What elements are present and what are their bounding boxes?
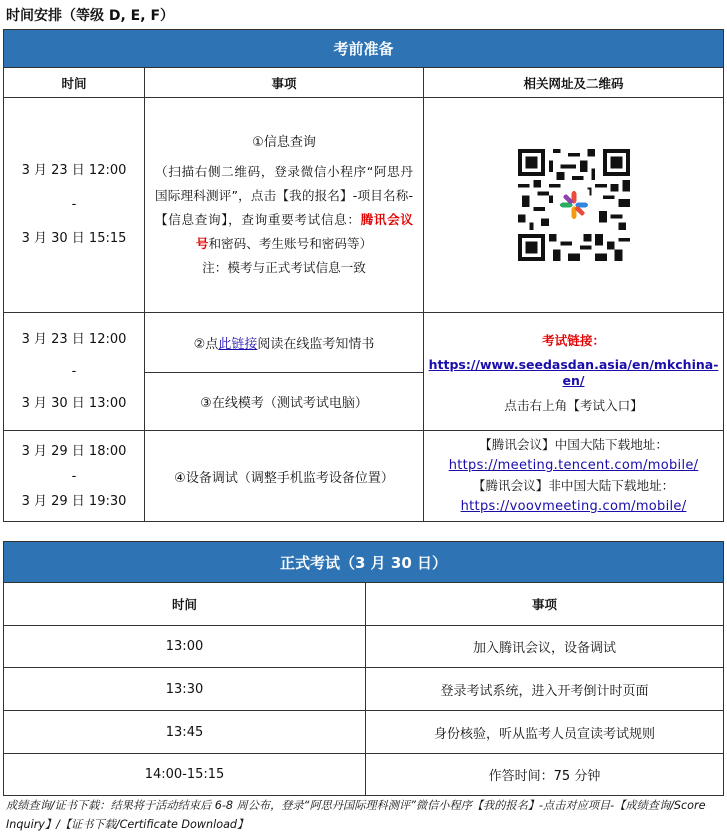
desc-text-tail: 和密码、考生账号和密码等） [208, 235, 373, 251]
item-description [145, 160, 423, 256]
item-text: ②点 [193, 337, 219, 352]
exam-banner: 正式考试（3 月 30 日） [4, 542, 724, 583]
intl-download-link[interactable]: https://voovmeeting.com/mobile/ [460, 499, 687, 514]
item-text-tail: 阅读在线监考知情书 [257, 337, 375, 352]
exam-item: 作答时间：75 分钟 [366, 754, 724, 796]
intl-download-label: 【腾讯会议】非中国大陆下载地址： [472, 478, 675, 493]
prep-header-links: 相关网址及二维码 [424, 68, 724, 98]
table-row [4, 626, 724, 668]
time-end: 3 月 30 日 13:00 [21, 395, 127, 411]
time-start: 3 月 23 日 12:00 [21, 331, 127, 347]
exam-header-item: 事项 [366, 583, 724, 626]
exam-header-time: 时间 [4, 583, 366, 626]
time-cell [4, 98, 145, 313]
time-dash: - [71, 197, 77, 212]
exam-item: 身份核验，听从监考人员宣读考试规则 [366, 711, 724, 754]
item-cell: ③在线模考（测试考试电脑） [145, 373, 424, 431]
download-cell [424, 431, 724, 522]
qr-cell [424, 98, 724, 313]
time-end: 3 月 29 日 19:30 [21, 493, 127, 509]
exam-link-hint: 点击右上角【考试入口】 [504, 397, 643, 413]
exam-table [3, 541, 724, 796]
exam-link[interactable]: https://www.seedasdan.asia/en/mkchina-en/ [428, 356, 719, 388]
prep-table [3, 29, 724, 522]
exam-time: 14:00-15:15 [4, 754, 366, 796]
footnote: 成绩查询/证书下载：结果将于活动结束后 6-8 周公布，登录“阿思丹国际理科测评”微信小程序【我的报名】-点击对应项目-【成绩查询/Score Inquiry】/【证书下载/Certificate Download】 [6, 799, 706, 831]
page-title: 时间安排（等级 D, E, F） [6, 8, 175, 24]
item-title: ①信息查询 [252, 134, 316, 150]
table-row [4, 754, 724, 796]
qr-code-icon[interactable] [518, 149, 630, 261]
item-note: 注：模考与正式考试信息一致 [202, 259, 366, 275]
time-cell [4, 313, 145, 431]
cn-download-label: 【腾讯会议】中国大陆下载地址： [479, 437, 668, 452]
time-end: 3 月 30 日 15:15 [21, 231, 127, 246]
desc-text: （扫描右侧二维码，登录微信小程序“阿思丹国际理科测评”，点击【我的报名】-项目名称-【信息查询】，查询重要考试信息： [155, 163, 413, 227]
time-dash: - [71, 468, 77, 484]
exam-item: 登录考试系统，进入开考倒计时页面 [366, 668, 724, 711]
item-cell [145, 98, 424, 313]
prep-row-mock-a [4, 313, 724, 373]
table-row [4, 668, 724, 711]
exam-link-cell [424, 313, 724, 431]
table-row [4, 711, 724, 754]
exam-link-label: 考试链接： [542, 332, 605, 348]
time-cell [4, 431, 145, 522]
prep-row-device [4, 431, 724, 522]
item-cell [145, 313, 424, 373]
notice-link[interactable]: 此链接 [218, 337, 258, 352]
prep-header-item: 事项 [145, 68, 424, 98]
time-dash: - [71, 363, 77, 379]
prep-banner: 考前准备 [4, 30, 724, 68]
tencent-meeting-id-highlight: 腾讯会议号 [195, 211, 414, 251]
time-start: 3 月 29 日 18:00 [21, 443, 127, 459]
exam-time: 13:00 [4, 626, 366, 668]
exam-time: 13:30 [4, 668, 366, 711]
exam-time: 13:45 [4, 711, 366, 754]
prep-header-time: 时间 [4, 68, 145, 98]
prep-row-info [4, 98, 724, 313]
time-start: 3 月 23 日 12:00 [21, 163, 127, 178]
exam-item: 加入腾讯会议，设备调试 [366, 626, 724, 668]
cn-download-link[interactable]: https://meeting.tencent.com/mobile/ [448, 458, 699, 473]
item-cell: ④设备调试（调整手机监考设备位置） [145, 431, 424, 522]
